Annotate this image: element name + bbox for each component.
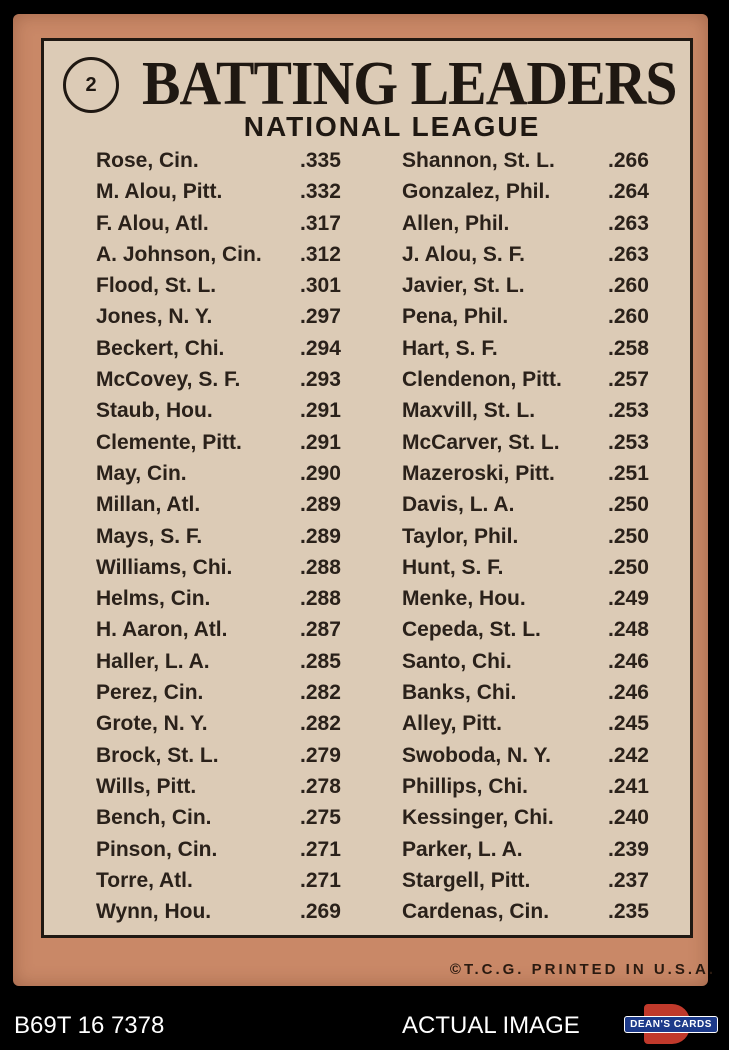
leader-row xyxy=(96,489,396,520)
player-name: Torre, Atl. xyxy=(96,868,193,892)
leader-row xyxy=(402,865,702,896)
player-name: Rose, Cin. xyxy=(96,149,199,172)
leader-row xyxy=(402,896,702,927)
batting-average: .250 xyxy=(608,524,649,548)
leader-row xyxy=(96,646,396,677)
batting-average: .241 xyxy=(608,774,649,798)
logo-band: DEAN'S CARDS xyxy=(624,1016,718,1033)
leader-row xyxy=(96,395,396,426)
batting-average: .240 xyxy=(608,806,649,830)
player-name: J. Alou, S. F. xyxy=(402,242,525,266)
batting-average: .335 xyxy=(300,149,341,172)
player-name: Cardenas, Cin. xyxy=(402,900,550,924)
leader-row xyxy=(402,145,702,176)
batting-average: .260 xyxy=(608,274,649,298)
leader-row xyxy=(96,583,396,614)
leader-row xyxy=(402,583,702,614)
card-number: 2 xyxy=(85,73,97,96)
footer-bar xyxy=(0,1000,729,1050)
leader-row xyxy=(96,896,396,927)
player-name: Wills, Pitt. xyxy=(96,774,197,798)
batting-average: .260 xyxy=(608,305,649,329)
batting-average: .291 xyxy=(300,399,341,423)
leader-row xyxy=(96,771,396,802)
player-name: Javier, St. L. xyxy=(402,274,525,298)
deans-cards-logo xyxy=(624,1004,718,1044)
player-name: Shannon, St. L. xyxy=(402,149,555,172)
player-name: Parker, L. A. xyxy=(402,837,523,861)
batting-average: .245 xyxy=(608,712,649,736)
batting-average: .289 xyxy=(300,524,341,548)
player-name: Banks, Chi. xyxy=(402,681,517,705)
leader-row xyxy=(96,552,396,583)
batting-average: .293 xyxy=(300,368,341,392)
leader-row xyxy=(96,802,396,833)
batting-average: .279 xyxy=(300,743,341,767)
batting-average: .242 xyxy=(608,743,649,767)
player-name: Bench, Cin. xyxy=(96,806,212,830)
batting-average: .263 xyxy=(608,211,649,235)
player-name: M. Alou, Pitt. xyxy=(96,180,223,204)
player-name: Maxvill, St. L. xyxy=(402,399,536,423)
player-name: Perez, Cin. xyxy=(96,681,204,705)
batting-average: .248 xyxy=(608,618,649,642)
leader-row xyxy=(402,802,702,833)
player-name: Staub, Hou. xyxy=(96,399,213,423)
batting-average: .285 xyxy=(300,649,341,673)
player-name: H. Aaron, Atl. xyxy=(96,618,228,642)
leader-row xyxy=(402,208,702,239)
leader-row xyxy=(96,708,396,739)
leader-row xyxy=(402,458,702,489)
leader-row xyxy=(96,176,396,207)
player-name: Beckert, Chi. xyxy=(96,336,225,360)
leader-row xyxy=(402,834,702,865)
leader-row xyxy=(96,865,396,896)
leader-row xyxy=(96,677,396,708)
batting-average: .289 xyxy=(300,493,341,517)
player-name: Davis, L. A. xyxy=(402,493,515,517)
leader-row xyxy=(96,614,396,645)
leader-row xyxy=(402,771,702,802)
batting-average: .253 xyxy=(608,430,649,454)
player-name: Pinson, Cin. xyxy=(96,837,218,861)
leader-row xyxy=(402,333,702,364)
leader-row xyxy=(96,740,396,771)
batting-average: .235 xyxy=(608,900,649,924)
player-name: Wynn, Hou. xyxy=(96,900,212,924)
leader-row xyxy=(402,395,702,426)
batting-average: .291 xyxy=(300,430,341,454)
player-name: Cepeda, St. L. xyxy=(402,618,541,642)
leader-row xyxy=(96,458,396,489)
stats-panel xyxy=(41,38,716,978)
batting-average: .246 xyxy=(608,681,649,705)
player-name: Pena, Phil. xyxy=(402,305,509,329)
player-name: Mazeroski, Pitt. xyxy=(402,461,555,485)
player-name: Taylor, Phil. xyxy=(402,524,519,548)
copyright-line: ©T.C.G. PRINTED IN U.S.A. xyxy=(449,961,716,978)
player-name: Millan, Atl. xyxy=(96,493,201,517)
trading-card-back xyxy=(13,14,716,986)
right-leaders-column xyxy=(402,145,702,927)
player-name: Brock, St. L. xyxy=(96,743,219,767)
player-name: Clemente, Pitt. xyxy=(96,430,242,454)
player-name: Haller, L. A. xyxy=(96,649,210,673)
leader-row xyxy=(402,677,702,708)
card-subtitle: NATIONAL LEAGUE xyxy=(243,111,541,142)
batting-average: .278 xyxy=(300,774,341,798)
batting-average: .288 xyxy=(300,555,341,579)
leader-row xyxy=(402,614,702,645)
batting-average: .332 xyxy=(300,180,341,204)
leader-row xyxy=(402,552,702,583)
leader-row xyxy=(402,239,702,270)
player-name: Mays, S. F. xyxy=(96,524,203,548)
player-name: Allen, Phil. xyxy=(402,211,510,235)
player-name: Santo, Chi. xyxy=(402,649,512,673)
leader-row xyxy=(96,239,396,270)
batting-average: .246 xyxy=(608,649,649,673)
batting-average: .312 xyxy=(300,242,341,266)
player-name: Williams, Chi. xyxy=(96,555,233,579)
batting-average: .287 xyxy=(300,618,341,642)
batting-average: .282 xyxy=(300,681,341,705)
leader-row xyxy=(96,427,396,458)
player-name: F. Alou, Atl. xyxy=(96,211,209,235)
batting-average: .237 xyxy=(608,868,649,892)
batting-average: .263 xyxy=(608,242,649,266)
leader-row xyxy=(96,301,396,332)
batting-average: .251 xyxy=(608,461,649,485)
card-title: BATTING LEADERS xyxy=(142,50,677,118)
batting-average: .258 xyxy=(608,336,649,360)
player-name: Hunt, S. F. xyxy=(402,555,504,579)
leader-row xyxy=(96,270,396,301)
batting-average: .250 xyxy=(608,555,649,579)
batting-average: .294 xyxy=(300,336,341,360)
player-name: Swoboda, N. Y. xyxy=(402,743,551,767)
batting-average: .269 xyxy=(300,900,341,924)
batting-average: .301 xyxy=(300,274,341,298)
player-name: Flood, St. L. xyxy=(96,274,217,298)
leader-row xyxy=(402,740,702,771)
leader-row xyxy=(96,208,396,239)
batting-average: .249 xyxy=(608,587,649,611)
player-name: Jones, N. Y. xyxy=(96,305,213,329)
player-name: Clendenon, Pitt. xyxy=(402,368,562,392)
leader-row xyxy=(96,521,396,552)
batting-average: .239 xyxy=(608,837,649,861)
leader-row xyxy=(402,176,702,207)
leader-row xyxy=(402,301,702,332)
batting-average: .282 xyxy=(300,712,341,736)
leader-row xyxy=(402,364,702,395)
player-name: Grote, N. Y. xyxy=(96,712,208,736)
player-name: Helms, Cin. xyxy=(96,587,211,611)
inventory-code: B69T 16 7378 xyxy=(14,1012,165,1039)
batting-average: .257 xyxy=(608,368,649,392)
player-name: Menke, Hou. xyxy=(402,587,526,611)
player-name: Alley, Pitt. xyxy=(402,712,502,736)
leader-row xyxy=(402,708,702,739)
player-name: May, Cin. xyxy=(96,461,187,485)
leader-row xyxy=(402,646,702,677)
leader-row xyxy=(402,521,702,552)
leader-row xyxy=(96,145,396,176)
batting-average: .317 xyxy=(300,211,341,235)
player-name: A. Johnson, Cin. xyxy=(96,242,262,266)
batting-average: .264 xyxy=(608,180,649,204)
leader-row xyxy=(402,489,702,520)
batting-average: .253 xyxy=(608,399,649,423)
player-name: McCovey, S. F. xyxy=(96,368,241,392)
batting-average: .297 xyxy=(300,305,341,329)
leader-row xyxy=(96,364,396,395)
batting-average: .271 xyxy=(300,837,341,861)
batting-average: .271 xyxy=(300,868,341,892)
player-name: Gonzalez, Phil. xyxy=(402,180,551,204)
actual-image-label: ACTUAL IMAGE xyxy=(402,1012,580,1039)
leader-row xyxy=(402,427,702,458)
card-number-badge xyxy=(63,57,119,113)
player-name: Stargell, Pitt. xyxy=(402,868,531,892)
batting-average: .288 xyxy=(300,587,341,611)
batting-average: .290 xyxy=(300,461,341,485)
batting-average: .266 xyxy=(608,149,649,172)
batting-average: .275 xyxy=(300,806,341,830)
leader-row xyxy=(402,270,702,301)
player-name: McCarver, St. L. xyxy=(402,430,560,454)
player-name: Kessinger, Chi. xyxy=(402,806,554,830)
leader-row xyxy=(96,834,396,865)
player-name: Hart, S. F. xyxy=(402,336,498,360)
leader-row xyxy=(96,333,396,364)
batting-average: .250 xyxy=(608,493,649,517)
player-name: Phillips, Chi. xyxy=(402,774,529,798)
left-leaders-column xyxy=(96,145,396,927)
